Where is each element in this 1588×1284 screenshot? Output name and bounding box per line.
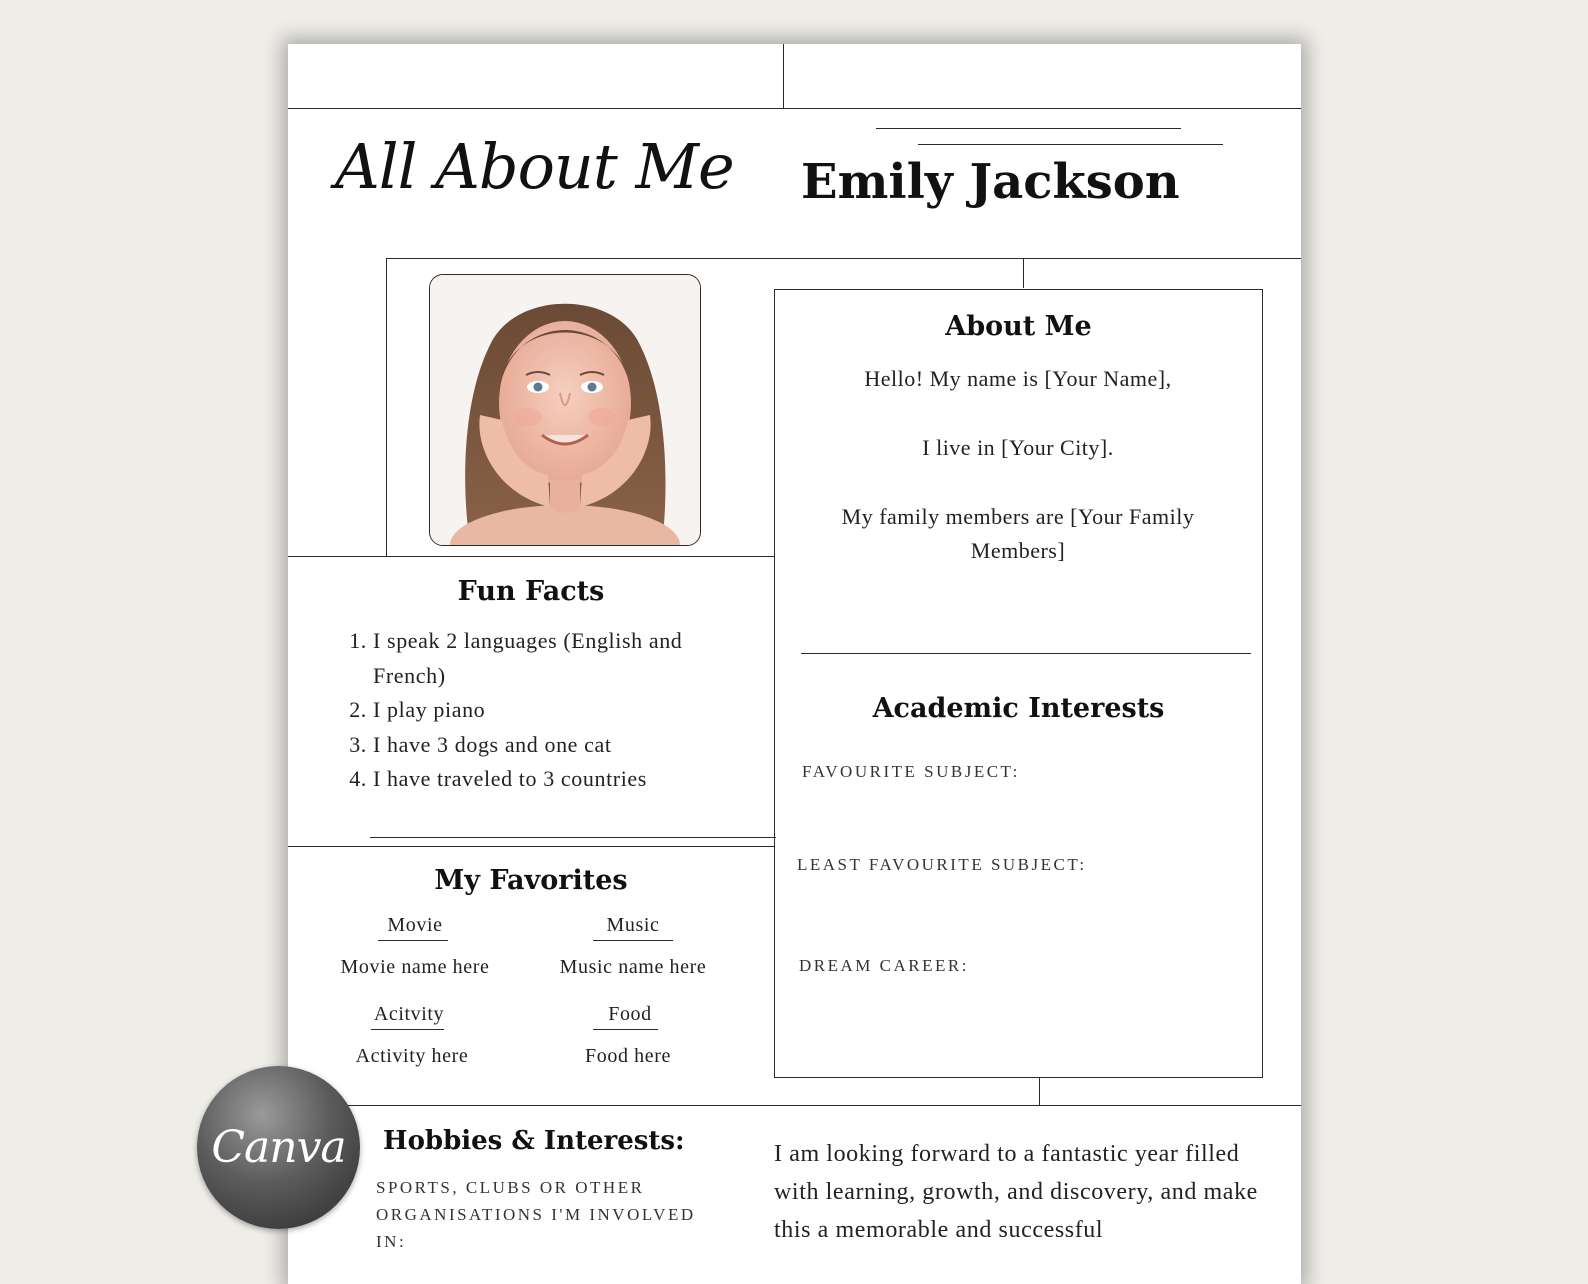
favorite-food-label: Food <box>608 1003 652 1025</box>
fun-facts-heading: Fun Facts <box>457 576 605 607</box>
academic-heading: Academic Interests <box>872 693 1165 724</box>
bottom-connector <box>1039 1078 1040 1106</box>
least-favourite-subject-label: LEAST FAVOURITE SUBJECT: <box>797 855 1087 874</box>
closing-paragraph: I am looking forward to a fantastic year filled with learning, growth, and discovery, and make this a memorable and successful <box>774 1141 1258 1243</box>
worksheet-page <box>288 44 1301 1284</box>
favourite-subject-label: FAVOURITE SUBJECT: <box>802 762 1020 781</box>
about-me-heading: About Me <box>945 311 1092 342</box>
fun-fact-item: 2. I play piano <box>373 693 743 728</box>
fun-fact-item: 1. I speak 2 languages (English and French) <box>373 624 743 693</box>
favorite-movie-underline <box>378 940 448 941</box>
favorite-activity-underline <box>371 1029 444 1030</box>
top-rule <box>288 108 1301 109</box>
fun-fact-item: 4. I have traveled to 3 countries <box>373 762 743 797</box>
about-me-name-line: Hello! My name is [Your Name], <box>864 366 1172 391</box>
favorite-movie-value: Movie name here <box>340 956 490 978</box>
photo-bottom-rule <box>288 556 774 557</box>
hobbies-heading: Hobbies & Interests: <box>383 1126 685 1156</box>
favorite-activity-label: Acitvity <box>373 1003 445 1025</box>
student-photo <box>429 274 701 546</box>
canva-logo-text: Canva <box>211 1122 346 1173</box>
about-connector <box>1023 258 1024 288</box>
fun-facts-list <box>343 624 743 797</box>
about-academic-divider <box>801 653 1251 654</box>
favorite-activity-value: Activity here <box>355 1045 469 1067</box>
photo-frame-left <box>386 258 387 556</box>
dream-career-label: DREAM CAREER: <box>799 956 969 975</box>
favorite-movie-label: Movie <box>387 914 443 936</box>
favorite-music-value: Music name here <box>559 956 707 978</box>
favorites-heading: My Favorites <box>434 865 628 896</box>
student-name: Emily Jackson <box>801 154 1180 210</box>
fun-fact-item: 3. I have 3 dogs and one cat <box>373 728 743 763</box>
girl-portrait-image <box>430 275 700 545</box>
favorites-top-rule <box>288 846 774 847</box>
bottom-rule <box>288 1105 1301 1106</box>
canva-badge <box>197 1066 360 1229</box>
fun-facts-underline <box>370 837 776 838</box>
decor-rule-1 <box>876 128 1181 129</box>
page-title: All About Me <box>335 130 734 203</box>
about-me-family-line: My family members are [Your Family Members] <box>841 504 1195 563</box>
decor-rule-2 <box>918 144 1223 145</box>
about-me-city-line: I live in [Your City]. <box>922 435 1114 460</box>
photo-frame-top <box>386 258 1301 259</box>
top-divider-vertical <box>783 44 784 109</box>
favorite-music-label: Music <box>606 914 660 936</box>
favorite-music-underline <box>593 940 673 941</box>
favorite-food-underline <box>593 1029 658 1030</box>
favorite-food-value: Food here <box>585 1045 671 1067</box>
hobbies-prompt: SPORTS, CLUBS OR OTHER ORGANISATIONS I'M INVOLVED IN: <box>376 1178 696 1251</box>
